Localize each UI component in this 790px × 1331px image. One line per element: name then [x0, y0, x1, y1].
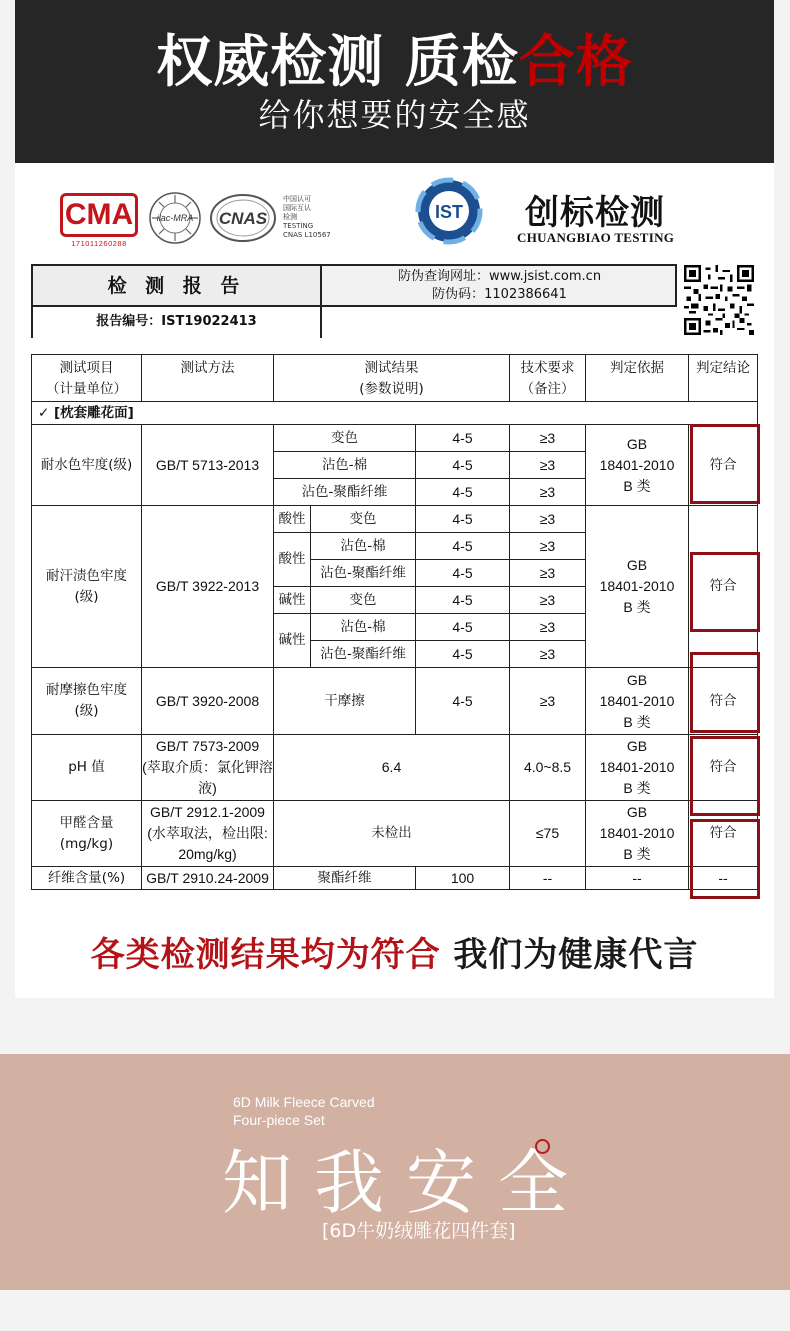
value-cell: 6.4 [274, 735, 510, 801]
highlight-box-rub [690, 652, 760, 733]
product-subtitle: [6D牛奶绒雕花四件套] [322, 1220, 516, 1242]
param-cell: 沾色-聚酯纤维 [311, 641, 416, 668]
table-header-row [32, 355, 758, 402]
group-cell: 碱性 [274, 587, 311, 614]
item-fiber: 纤维含量(%) [32, 867, 142, 890]
req-cell: ≥3 [510, 560, 586, 587]
value-cell: 4-5 [416, 479, 510, 506]
method-ph: GB/T 7573-2009 (萃取介质：氯化钾溶 液) [142, 735, 274, 801]
header-requirement: 技术要求 （备注） [510, 355, 586, 402]
value-cell: 4-5 [416, 560, 510, 587]
value-cell: 4-5 [416, 425, 510, 452]
item-sweat: 耐汗渍色牢度 (级) [32, 506, 142, 668]
item-ph: pH 值 [32, 735, 142, 801]
conclusion-sweat: 符合 [689, 506, 758, 668]
method-water: GB/T 5713-2013 [142, 425, 274, 506]
report-title: 检 测 报 告 [33, 266, 322, 307]
slogan: 各类检测结果均为符合 我们为健康代言 [90, 935, 699, 975]
value-cell: 4-5 [416, 533, 510, 560]
anti-fake-url: 防伪查询网址：www.jsist.com.cn [397, 269, 602, 284]
cma-number: 171011260288 [71, 239, 127, 248]
ilac-text: ilac-MRA [156, 213, 194, 223]
cnas-logo [209, 193, 277, 243]
table-row [32, 735, 758, 801]
cma-logo [60, 193, 138, 251]
ilac-mra-logo [148, 191, 202, 245]
table-row [32, 867, 758, 890]
req-cell: ≤75 [510, 801, 586, 867]
param-cell: 变色 [311, 587, 416, 614]
req-cell: ≥3 [510, 425, 586, 452]
report-number: 报告编号：IST19022413 [33, 307, 322, 338]
basis-water: GB 18401-2010 B 类 [586, 425, 689, 506]
ist-logo [415, 177, 483, 245]
item-rub: 耐摩擦色牢度 (级) [32, 668, 142, 735]
table-row [32, 668, 758, 735]
header-result: 测试结果 (参数说明) [274, 355, 510, 402]
product-name-en-line1: 6D Milk Fleece Carved [233, 1094, 375, 1110]
ring-decoration [535, 1139, 550, 1154]
basis-sweat: GB 18401-2010 B 类 [586, 506, 689, 668]
cma-logo-text: CMA [60, 193, 138, 237]
highlight-box-sweat [690, 552, 760, 632]
method-sweat: GB/T 3922-2013 [142, 506, 274, 668]
param-cell: 变色 [274, 425, 416, 452]
report-header [31, 264, 677, 338]
anti-fake-info [322, 266, 677, 307]
cnas-text: CNAS [218, 209, 268, 228]
highlight-box-water [690, 424, 760, 504]
highlight-box-formaldehyde [690, 819, 760, 899]
req-cell: ≥3 [510, 641, 586, 668]
param-cell: 聚酯纤维 [274, 867, 416, 890]
basis-formaldehyde: GB 18401-2010 B 类 [586, 801, 689, 867]
item-formaldehyde: 甲醛含量 (mg/kg) [32, 801, 142, 867]
item-water: 耐水色牢度(级) [32, 425, 142, 506]
group-cell: 酸性 [274, 533, 311, 587]
conclusion-rub: 符合 [689, 668, 758, 735]
param-cell: 沾色-棉 [274, 452, 416, 479]
table-row [32, 801, 758, 867]
param-cell: 沾色-聚酯纤维 [274, 479, 416, 506]
group-cell: 酸性 [274, 506, 311, 533]
header-conclusion: 判定结论 [689, 355, 758, 402]
req-cell: ≥3 [510, 614, 586, 641]
param-cell: 干摩擦 [274, 668, 416, 735]
org-name: 创标检测 [525, 193, 665, 233]
org-name-en: CHUANGBIAO TESTING [517, 230, 675, 245]
product-title: 知我安全 [222, 1142, 590, 1224]
value-cell: 4-5 [416, 641, 510, 668]
basis-ph: GB 18401-2010 B 类 [586, 735, 689, 801]
req-cell: ≥3 [510, 479, 586, 506]
value-cell: 未检出 [274, 801, 510, 867]
value-cell: 4-5 [416, 614, 510, 641]
table-row [32, 506, 758, 533]
value-cell: 4-5 [416, 668, 510, 735]
method-fiber: GB/T 2910.24-2009 [142, 867, 274, 890]
table-row [32, 425, 758, 452]
param-cell: 变色 [311, 506, 416, 533]
req-cell: ≥3 [510, 452, 586, 479]
conclusion-fiber: -- [689, 867, 758, 890]
section-label: ✓ [枕套雕花面] [32, 402, 758, 425]
conclusion-formaldehyde: 符合 [689, 801, 758, 867]
req-cell: 4.0~8.5 [510, 735, 586, 801]
req-cell: ≥3 [510, 533, 586, 560]
param-cell: 沾色-棉 [311, 614, 416, 641]
qr-code [684, 265, 754, 335]
group-cell: 碱性 [274, 614, 311, 668]
product-banner [0, 1054, 790, 1290]
req-cell: -- [510, 867, 586, 890]
method-rub: GB/T 3920-2008 [142, 668, 274, 735]
method-formaldehyde: GB/T 2912.1-2009 (水萃取法，检出限: 20mg/kg) [142, 801, 274, 867]
ist-text: IST [434, 202, 464, 222]
value-cell: 4-5 [416, 506, 510, 533]
banner-title: 权威检测 质检合格 [156, 29, 633, 95]
test-results-table [31, 354, 758, 890]
value-cell: 4-5 [416, 587, 510, 614]
param-cell: 沾色-聚酯纤维 [311, 560, 416, 587]
basis-fiber: -- [586, 867, 689, 890]
cnas-info: 中国认可 国际互认 检测 TESTING CNAS L10567 [283, 195, 331, 239]
conclusion-water: 符合 [689, 425, 758, 506]
header-banner [15, 0, 774, 163]
param-cell: 沾色-棉 [311, 533, 416, 560]
test-report-card [15, 163, 774, 998]
conclusion-ph: 符合 [689, 735, 758, 801]
anti-fake-code: 防伪码：1102386641 [432, 287, 567, 302]
section-row [32, 402, 758, 425]
banner-subtitle: 给你想要的安全感 [258, 96, 531, 134]
product-name-en-line2: Four-piece Set [233, 1112, 325, 1128]
req-cell: ≥3 [510, 668, 586, 735]
header-basis: 判定依据 [586, 355, 689, 402]
basis-rub: GB 18401-2010 B 类 [586, 668, 689, 735]
value-cell: 100 [416, 867, 510, 890]
req-cell: ≥3 [510, 587, 586, 614]
highlight-box-ph [690, 736, 760, 816]
header-method: 测试方法 [142, 355, 274, 402]
value-cell: 4-5 [416, 452, 510, 479]
header-item: 测试项目 （计量单位） [32, 355, 142, 402]
report-blank-cell [322, 307, 677, 338]
req-cell: ≥3 [510, 506, 586, 533]
